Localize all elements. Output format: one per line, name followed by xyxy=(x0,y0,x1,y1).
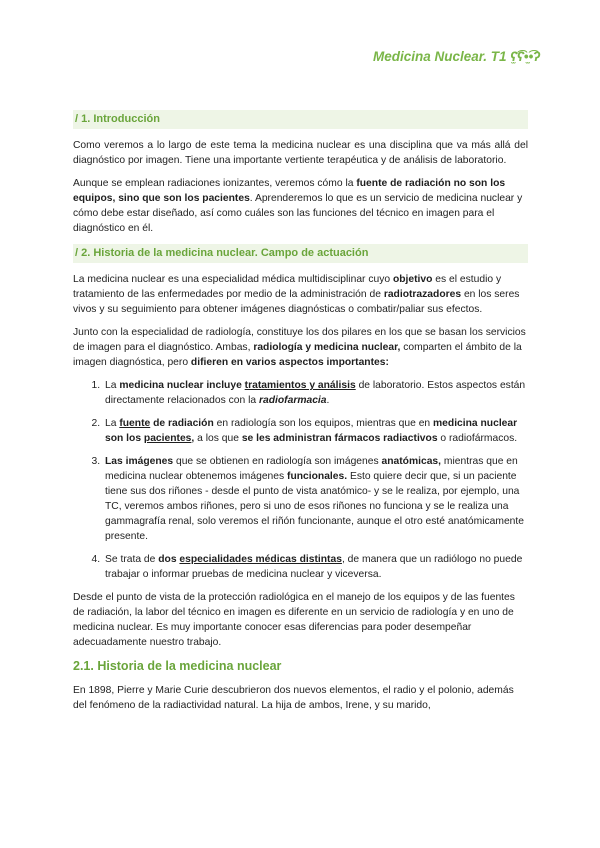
page-body xyxy=(73,110,528,721)
document-header: Medicina Nuclear. T1 ʕ̫͡ʕ•̫͡•ʔ xyxy=(372,49,540,64)
list-item: 3. Las imágenes que se obtienen en radiología son imágenes anatómicas, mientras que en medicina nuclear obtenemos imágenes funcionales. Esto quiere decir que, si un paciente tiene sus dos riñones - desde el punto de vista anatómico- y se le realiza, por ejemplo, una TC, veremos ambos riñones, pero si uno de esos riñones no funciona y se le realiza una gammagrafía renal, solo veremos el riñón funcionante, aunque el otro esté anatómicamente presente. xyxy=(103,454,528,544)
section-heading-introduccion: / 1. Introducción xyxy=(73,110,528,129)
section-heading-historia: / 2. Historia de la medicina nuclear. Campo de actuación xyxy=(73,244,528,263)
paragraph: Desde el punto de vista de la protección radiológica en el manejo de los equipos y de las fuentes de radiación, la labor del técnico en imagen es diferente en un servicio de radiología y en uno de medicina nuclear. Es muy importante conocer esas diferencias para poder desempeñar adecuadamente nuestro trabajo. xyxy=(73,592,515,648)
paragraph: La medicina nuclear es una especialidad médica multidisciplinar cuyo objetivo es el estudio y tratamiento de las enfermedades por medio de la administración de radiotrazadores en los seres vivos y su seguimiento para obtener imágenes diagnósticas o combatir/paliar sus efectos. xyxy=(73,274,520,315)
paragraph: Junto con la especialidad de radiología, constituye los dos pilares en los que se basan los servicios de imagen para el diagnóstico. Ambas, radiología y medicina nuclear, comparten el ámbito de la imagen diagnóstica, pero difieren en varios aspectos importantes: xyxy=(73,327,526,368)
list-item: 1. La medicina nuclear incluye tratamientos y análisis de laboratorio. Estos aspectos están directamente relacionados con la radiofarmacia. xyxy=(103,378,528,408)
paragraph: Como veremos a lo largo de este tema la medicina nuclear es una disciplina que va más allá del diagnóstico por imagen. Tiene una importante vertiente terapéutica y de análisis de laboratorio. xyxy=(73,140,528,166)
paragraph: Aunque se emplean radiaciones ionizantes, veremos cómo la fuente de radiación no son los equipos, sino que son los pacientes. Aprenderemos lo que es un servicio de medicina nuclear y cómo debe estar diseñado, así como cuáles son las funciones del técnico en imagen para el diagnóstico en él. xyxy=(73,178,523,234)
differences-list xyxy=(73,378,528,582)
subsection-heading: 2.1. Historia de la medicina nuclear xyxy=(73,659,282,673)
paragraph: En 1898, Pierre y Marie Curie descubrieron dos nuevos elementos, el radio y el polonio, además del fenómeno de la radiactividad natural. La hija de ambos, Irene, y su marido, xyxy=(73,685,514,711)
list-item: 4. Se trata de dos especialidades médicas distintas, de manera que un radiólogo no puede trabajar o informar pruebas de medicina nuclear y viceversa. xyxy=(103,552,528,582)
list-item: 2. La fuente de radiación en radiología son los equipos, mientras que en medicina nuclear son los pacientes, a los que se les administran fármacos radiactivos o radiofármacos. xyxy=(103,416,528,446)
